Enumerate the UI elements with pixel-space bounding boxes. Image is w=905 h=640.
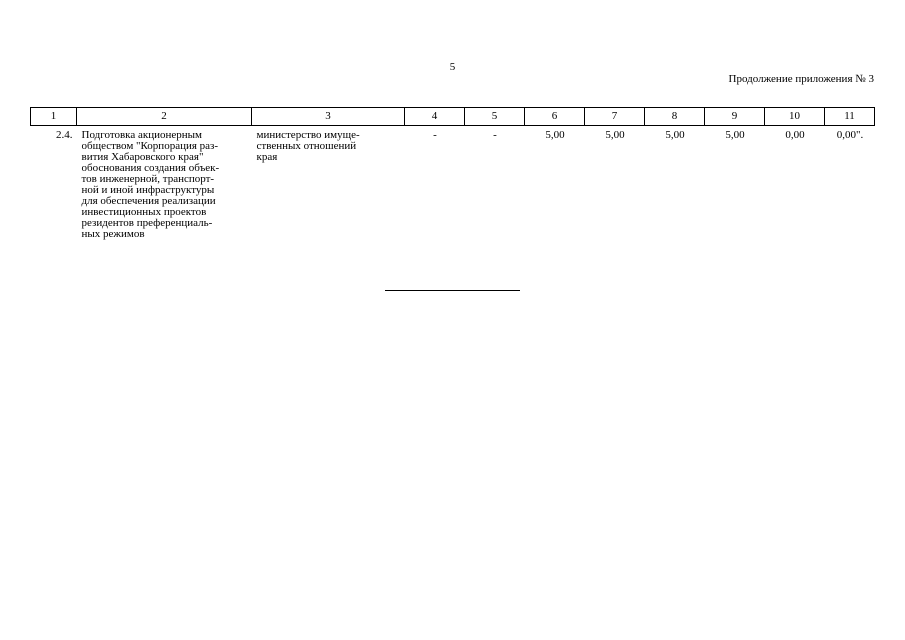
- cell-col-6: 5,00: [545, 129, 565, 141]
- cell-col-7: 5,00: [605, 129, 625, 141]
- page-number: 5: [449, 61, 456, 73]
- description-line: Подготовка акционерным: [81, 129, 202, 141]
- column-header: 2: [77, 108, 252, 126]
- column-header: 3: [252, 108, 405, 126]
- cell-col-8: 5,00: [665, 129, 685, 141]
- column-header: 5: [465, 108, 525, 126]
- column-header: 4: [405, 108, 465, 126]
- column-header: 11: [825, 108, 875, 126]
- description-line: резидентов преференциаль-: [81, 217, 213, 229]
- table-header-row: [31, 108, 875, 126]
- executor-line: министерство имуще-: [256, 129, 360, 141]
- column-header: 8: [645, 108, 705, 126]
- column-header: 1: [31, 108, 77, 126]
- column-header: 10: [765, 108, 825, 126]
- column-header: 6: [525, 108, 585, 126]
- description-line: вития Хабаровского края": [81, 151, 204, 163]
- executor-line: ственных отношений: [256, 140, 357, 152]
- description-line: для обеспечения реализации: [81, 195, 216, 207]
- executor-line: края: [256, 151, 278, 163]
- row-code: 2.4.: [56, 129, 73, 141]
- description-line: обществом "Корпорация раз-: [81, 140, 219, 152]
- end-of-document-rule: [385, 290, 520, 291]
- cell-col-9: 5,00: [725, 129, 745, 141]
- cell-col-4: -: [433, 129, 437, 141]
- description-line: ных режимов: [81, 228, 145, 240]
- column-header: 9: [705, 108, 765, 126]
- cell-col-10: 0,00: [785, 129, 805, 141]
- description-line: ной и иной инфраструктуры: [81, 184, 215, 196]
- cell-col-11: 0,00".: [836, 129, 864, 141]
- table-row: [31, 126, 875, 241]
- cell-col-5: -: [493, 129, 497, 141]
- description-line: обоснования создания объек-: [81, 162, 220, 174]
- description-line: инвестиционных проектов: [81, 206, 207, 218]
- appendix-continuation-label: Продолжение приложения № 3: [728, 73, 874, 85]
- row-description: [77, 126, 252, 241]
- row-executor: [252, 126, 405, 241]
- description-line: тов инженерной, транспорт-: [81, 173, 215, 185]
- column-header: 7: [585, 108, 645, 126]
- appendix-table: [30, 107, 875, 240]
